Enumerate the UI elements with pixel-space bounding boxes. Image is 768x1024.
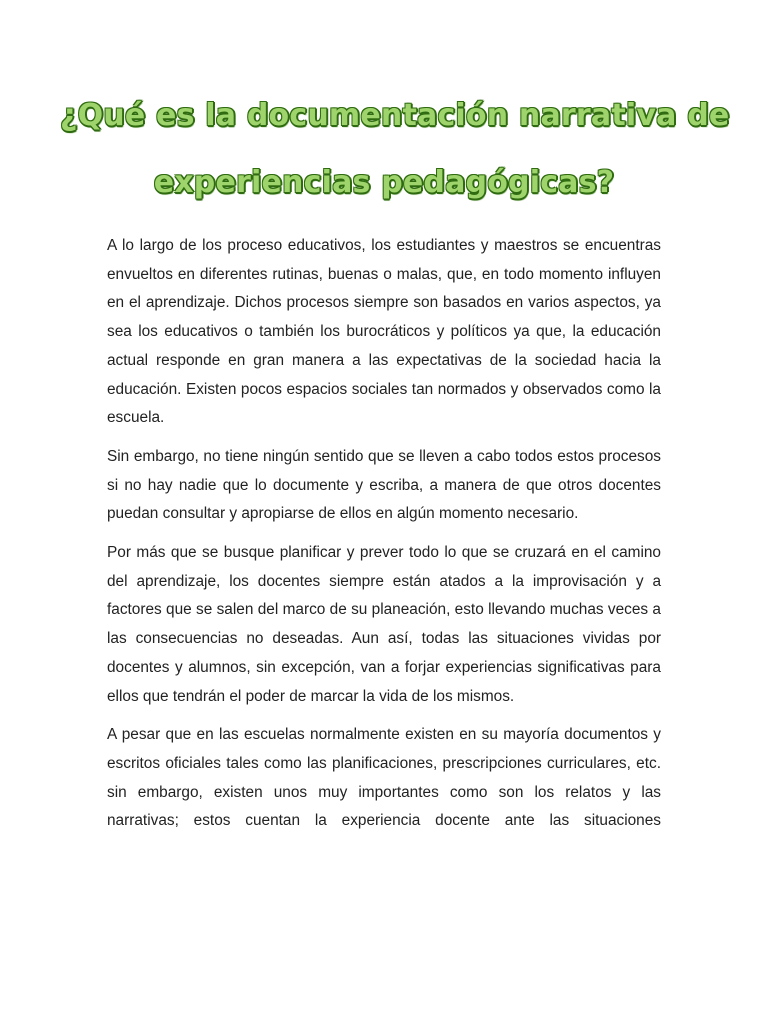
paragraph-4: A pesar que en las escuelas normalmente existen en su mayoría documentos y escritos oficiales tales como las planificaciones, prescripciones curriculares, etc. sin embargo, existen unos muy importantes como son los relatos y las narrativas; estos cuentan la experiencia docente ante las situaciones bbox=[107, 726, 661, 830]
document-title-line-2: experiencias pedagógicas? bbox=[153, 165, 615, 200]
document-title-line-1: ¿Qué es la documentación narrativa de bbox=[60, 98, 730, 133]
paragraph-3: Por más que se busque planificar y prever todo lo que se cruzará en el camino del aprendizaje, los docentes siempre están atados a la improvisación y a factores que se salen del marco de su planeación, esto llevando muchas veces a las consecuencias no deseadas. Aun así, todas las situaciones vividas por docentes y alumnos, sin excepción, van a forjar experiencias significativas para ellos que tendrán el poder de marcar la vida de los mismos. bbox=[107, 544, 661, 705]
document-body bbox=[107, 232, 661, 836]
paragraph-2: Sin embargo, no tiene ningún sentido que se lleven a cabo todos estos procesos si no hay nadie que lo documente y escriba, a manera de que otros docentes puedan consultar y apropiarse de ellos en algún momento necesario. bbox=[107, 447, 661, 523]
paragraph-1: A lo largo de los proceso educativos, los estudiantes y maestros se encuentras envueltos en diferentes rutinas, buenas o malas, que, en todo momento influyen en el aprendizaje. Dichos procesos siempre son basados en varios aspectos, ya sea los educativos o también los burocráticos y políticos ya que, la educación actual responde en gran manera a las expectativas de la sociedad hacia la educación. Existen pocos espacios sociales tan normados y observados como la escuela. bbox=[107, 237, 661, 427]
